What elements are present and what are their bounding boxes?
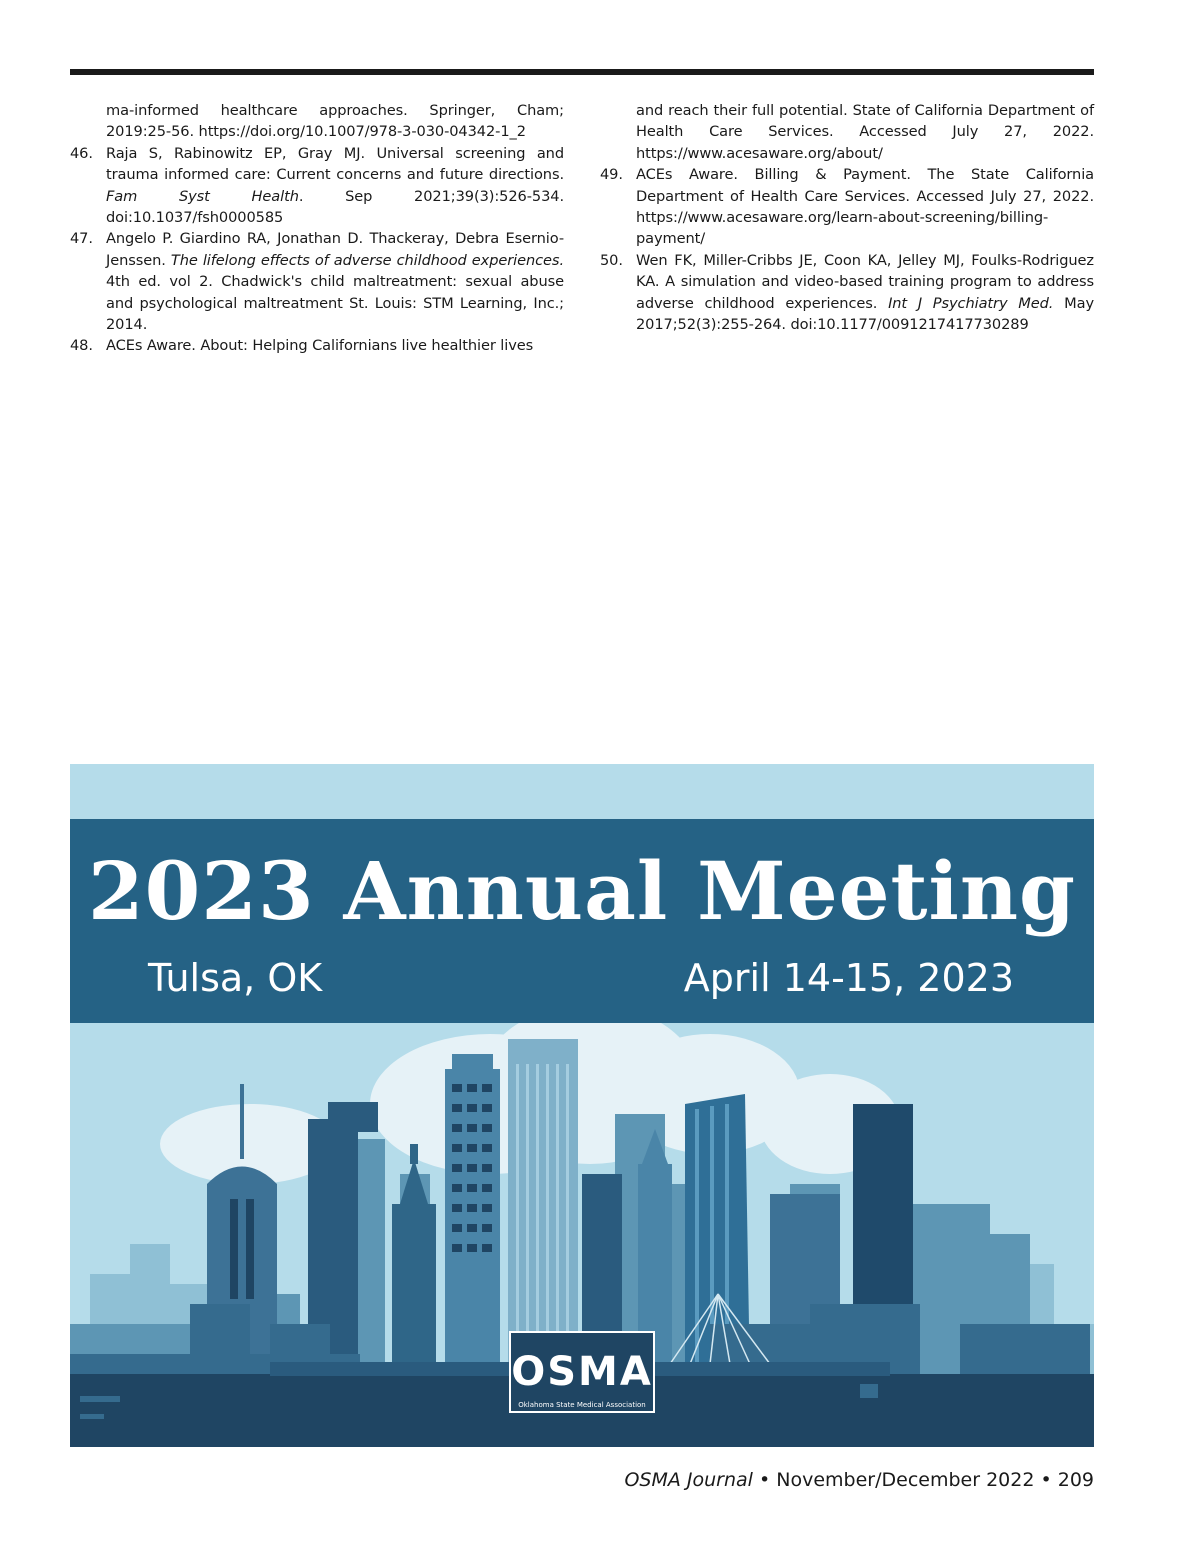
reference-text-part: 4th ed. vol 2. Chadwick's child maltreatment: sexual abuse and psychological maltreatment St. Louis: STM Learning, Inc.; 2014. <box>106 273 564 334</box>
dark-tower-top <box>328 1102 378 1132</box>
journal-name: OSMA Journal <box>624 1469 753 1491</box>
reference-number: 47. <box>70 230 93 248</box>
reference-italic-title: The lifelong effects of adverse childhood experiences. <box>170 251 564 269</box>
reference-text-part: and reach their full potential. State of California Department of Health Care Services. Accessed July 27, 2022. https://www.acesaware.org/about/ <box>636 102 1094 162</box>
meeting-title: 2023 Annual Meeting <box>88 844 1076 938</box>
reference-text <box>106 100 564 143</box>
reference-item <box>70 228 564 335</box>
reference-text-part: May 2017;52(3):255-264. doi:10.1177/0091217417730289 <box>636 294 1094 334</box>
meeting-location: Tulsa, OK <box>148 956 323 1000</box>
footer-separator: • <box>1034 1469 1058 1491</box>
reference-number: 49. <box>600 166 623 184</box>
references-right-column <box>600 100 1094 357</box>
reference-text <box>106 228 564 335</box>
page-footer <box>624 1468 1094 1492</box>
reference-italic-title: Fam Syst Health <box>106 187 299 205</box>
annual-meeting-banner <box>70 764 1094 1447</box>
reference-number: 50. <box>600 251 623 269</box>
reference-text <box>106 143 564 229</box>
reference-item <box>600 164 1094 250</box>
references-left-column <box>70 100 564 357</box>
reference-text <box>106 335 564 356</box>
logo-subtitle: Oklahoma State Medical Association <box>518 1401 646 1409</box>
reference-item <box>70 100 564 143</box>
issue-date: November/December 2022 <box>776 1469 1035 1491</box>
references <box>70 100 1094 357</box>
reference-item <box>600 100 1094 164</box>
osma-logo <box>510 1332 654 1412</box>
footer-separator: • <box>752 1469 777 1491</box>
reference-text <box>636 250 1094 336</box>
windowed-tower <box>445 1054 500 1384</box>
reference-number: 46. <box>70 144 93 162</box>
reference-item <box>70 143 564 229</box>
reference-text <box>636 164 1094 250</box>
logo-text: OSMA <box>511 1349 653 1395</box>
reference-item <box>600 250 1094 336</box>
reference-item <box>70 335 564 356</box>
top-rule <box>70 69 1094 75</box>
meeting-dates: April 14-15, 2023 <box>683 956 1014 1000</box>
reference-text-part: ma-informed healthcare approaches. Springer, Cham; 2019:25-56. https://doi.org/10.1007/978-3-030-04342-1_2 <box>106 102 564 141</box>
reference-italic-title: Int J Psychiatry Med. <box>888 294 1054 312</box>
reference-text-part: Wen FK, Miller-Cribbs JE, Coon KA, Jelley MJ, Foulks-Rodriguez KA. A simulation and video-based training program to address adverse childhood experiences. <box>636 251 1094 312</box>
reference-text-part: Angelo P. Giardino RA, Jonathan D. Thackeray, Debra Esernio-Jenssen. <box>106 230 564 269</box>
reference-number: 48. <box>70 337 93 355</box>
reference-text-part: ACEs Aware. Billing & Payment. The State California Department of Health Care Services. Accessed July 27, 2022. https://www.acesaware.org/learn-about-screening/billing-payment/ <box>636 166 1094 248</box>
reference-text-part: . Sep 2021;39(3):526-534. doi:10.1037/fsh0000585 <box>106 187 564 227</box>
reference-text <box>636 100 1094 164</box>
reference-text-part: Raja S, Rabinowitz EP, Gray MJ. Universal screening and trauma informed care: Current concerns and future directions. <box>106 144 564 184</box>
page-number: 209 <box>1057 1469 1094 1491</box>
reference-text-part: ACEs Aware. About: Helping Californians live healthier lives <box>106 337 534 355</box>
